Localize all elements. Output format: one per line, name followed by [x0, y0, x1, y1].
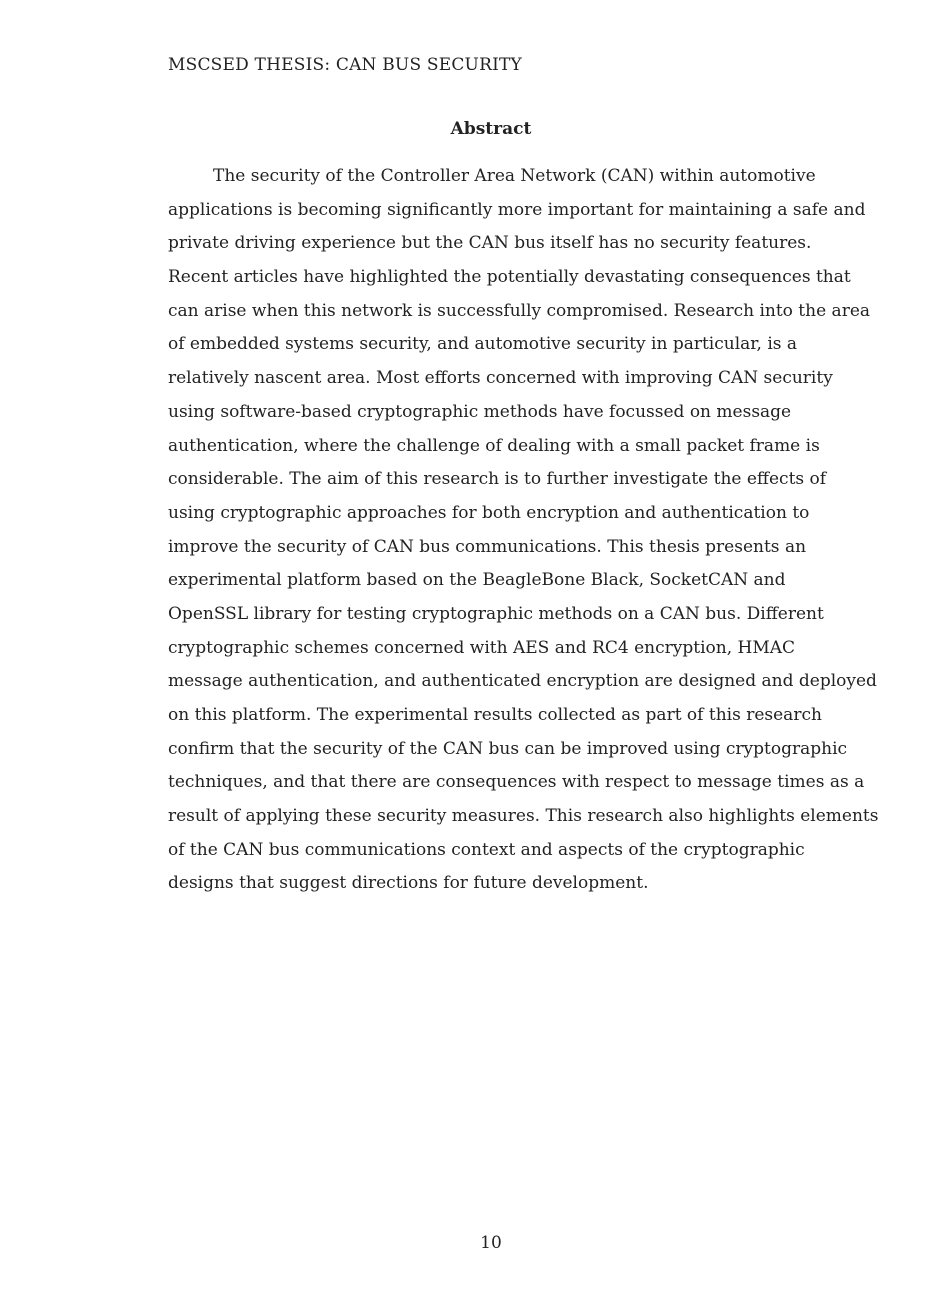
abstract-line: improve the security of CAN bus communications. This thesis presents an	[168, 536, 807, 557]
abstract-line: private driving experience but the CAN bus itself has no security features.	[168, 233, 812, 254]
abstract-line: cryptographic schemes concerned with AES and RC4 encryption, HMAC	[168, 637, 796, 658]
abstract-line: The security of the Controller Area Network (CAN) within automotive	[213, 166, 816, 186]
abstract-heading: Abstract	[450, 119, 532, 139]
running-header: MSCSED THESIS: CAN BUS SECURITY	[168, 55, 522, 75]
abstract-line: OpenSSL library for testing cryptographic methods on a CAN bus. Different	[168, 603, 824, 624]
abstract-line: designs that suggest directions for future development.	[168, 873, 649, 894]
abstract-line: on this platform. The experimental results collected as part of this research	[168, 705, 822, 725]
abstract-line: relatively nascent area. Most efforts concerned with improving CAN security	[168, 368, 833, 389]
abstract-line: experimental platform based on the BeagleBone Black, SocketCAN and	[168, 570, 786, 591]
abstract-line: of the CAN bus communications context and aspects of the cryptographic	[168, 839, 805, 860]
abstract-line: authentication, where the challenge of dealing with a small packet frame is	[168, 435, 820, 456]
page-number: 10	[480, 1233, 502, 1253]
abstract-line: result of applying these security measures. This research also highlights elements	[168, 806, 879, 827]
abstract-line: confirm that the security of the CAN bus can be improved using cryptographic	[168, 738, 848, 759]
abstract-line: considerable. The aim of this research is to further investigate the effects of	[168, 469, 827, 490]
abstract-line: of embedded systems security, and automotive security in particular, is a	[168, 334, 798, 355]
abstract-line: using cryptographic approaches for both encryption and authentication to	[168, 502, 810, 523]
abstract-line: message authentication, and authenticated encryption are designed and deployed	[168, 671, 877, 692]
abstract-body	[168, 160, 879, 901]
abstract-line: can arise when this network is successfully compromised. Research into the area	[168, 300, 871, 321]
abstract-line: using software-based cryptographic methods have focussed on message	[168, 401, 792, 422]
abstract-line: applications is becoming significantly more important for maintaining a safe and	[168, 199, 866, 220]
abstract-line: techniques, and that there are consequences with respect to message times as a	[168, 772, 865, 793]
abstract-line: Recent articles have highlighted the potentially devastating consequences that	[168, 267, 851, 288]
